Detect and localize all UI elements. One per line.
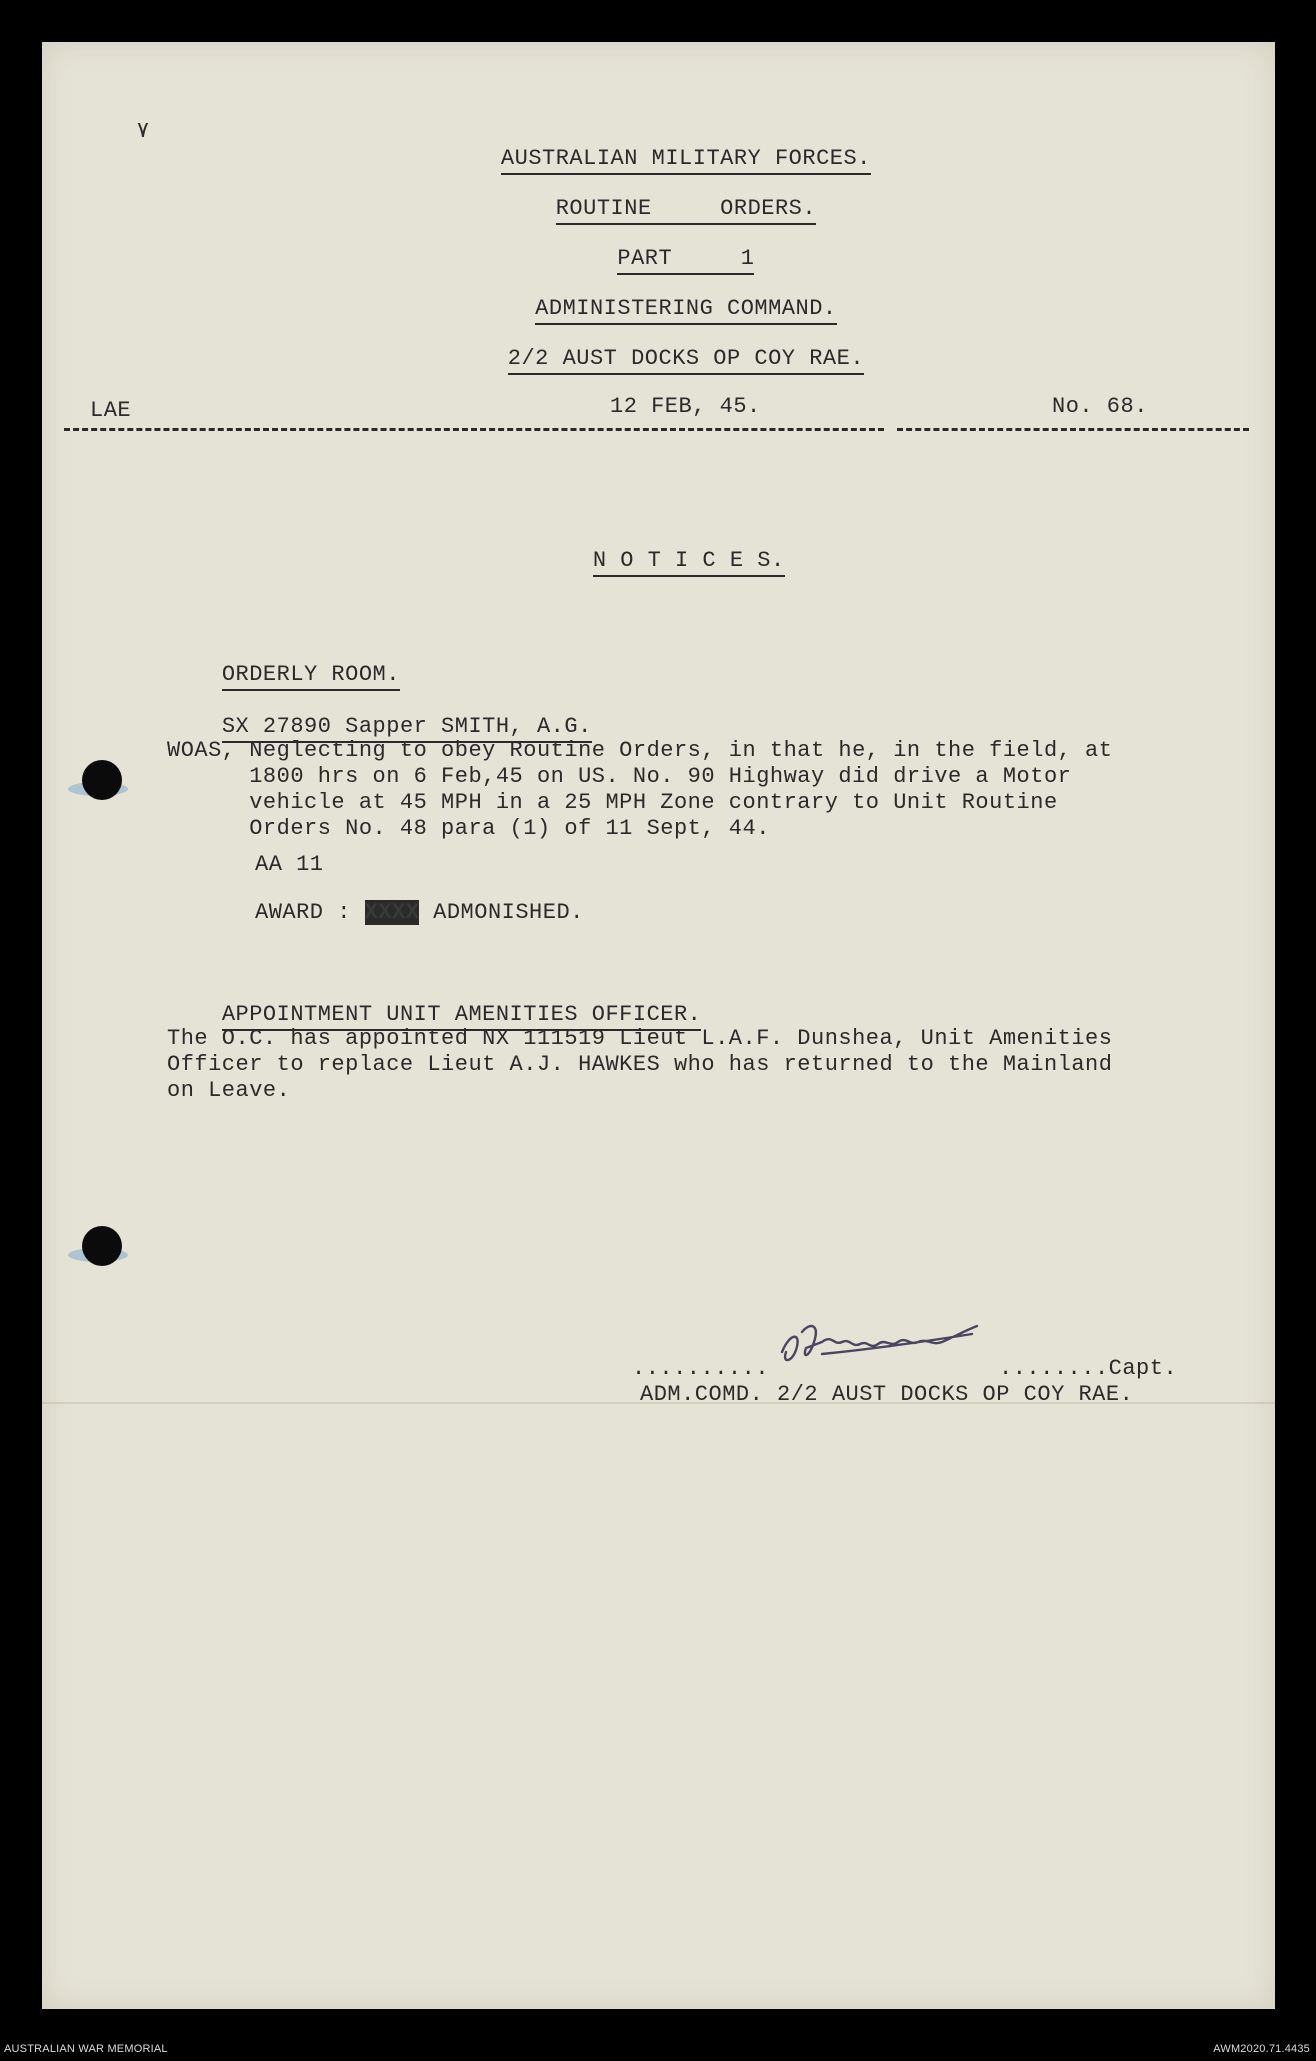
heading-line-3: PART 1 <box>42 220 1275 298</box>
appointment-title: APPOINTMENT UNIT AMENITIES OFFICER. <box>167 976 701 1054</box>
heading-line-2: ROUTINE ORDERS. <box>42 170 1275 248</box>
footer-left-credit: AUSTRALIAN WAR MEMORIAL <box>4 2043 168 2055</box>
orderly-room-title: ORDERLY ROOM. <box>167 636 400 714</box>
punch-hole-1 <box>82 760 122 800</box>
handwritten-signature <box>762 1312 1022 1382</box>
heading-line-4: ADMINISTERING COMMAND. <box>42 270 1275 348</box>
date-label: 12 FEB, 45. <box>610 394 761 419</box>
act-reference: AA 11 <box>255 852 324 877</box>
appointment-line-2: Officer to replace Lieut A.J. HAWKES who has returned to the Mainland <box>167 1052 1113 1077</box>
dashed-rule-right <box>897 428 1249 431</box>
signature-title: ADM.COMD. 2/2 AUST DOCKS OP COY RAE. <box>640 1382 1134 1407</box>
notices-title: N O T I C E S. <box>538 522 785 600</box>
signature-dots-left: .......... <box>632 1356 770 1381</box>
handwritten-tick-mark: ٧ <box>137 118 149 143</box>
charge-line-4: Orders No. 48 para (1) of 11 Sept, 44. <box>167 816 770 841</box>
appointment-line-3: on Leave. <box>167 1078 291 1103</box>
heading-line-5: 2/2 AUST DOCKS OP COY RAE. <box>42 320 1275 398</box>
award-label: AWARD : <box>255 900 351 925</box>
appointment-line-1: The O.C. has appointed NX 111519 Lieut L.A.F. Dunshea, Unit Amenities <box>167 1026 1113 1051</box>
location-label: LAE <box>90 398 132 423</box>
award-value: ADMONISHED. <box>433 900 584 925</box>
award-struck-text: XXXX <box>364 900 420 925</box>
punch-hole-2 <box>82 1226 122 1266</box>
charge-line-3: vehicle at 45 MPH in a 25 MPH Zone contrary to Unit Routine <box>167 790 1058 815</box>
dashed-rule-left <box>64 428 884 431</box>
document-page <box>42 42 1275 2009</box>
signature-rank: Capt. <box>1108 1356 1178 1381</box>
heading-line-1: AUSTRALIAN MILITARY FORCES. <box>42 120 1275 198</box>
signature-dots-right: ........ <box>999 1356 1109 1381</box>
charge-line-2: 1800 hrs on 6 Feb,45 on US. No. 90 Highway did drive a Motor <box>167 764 1072 789</box>
orderly-room-subject: SX 27890 Sapper SMITH, A.G. <box>167 688 592 766</box>
footer-right-reference: AWM2020.71.4435 <box>1213 2043 1310 2055</box>
charge-line-1: WOAS, Neglecting to obey Routine Orders, in that he, in the field, at <box>167 738 1113 763</box>
award-line <box>255 900 584 926</box>
order-number: No. 68. <box>1052 394 1148 419</box>
